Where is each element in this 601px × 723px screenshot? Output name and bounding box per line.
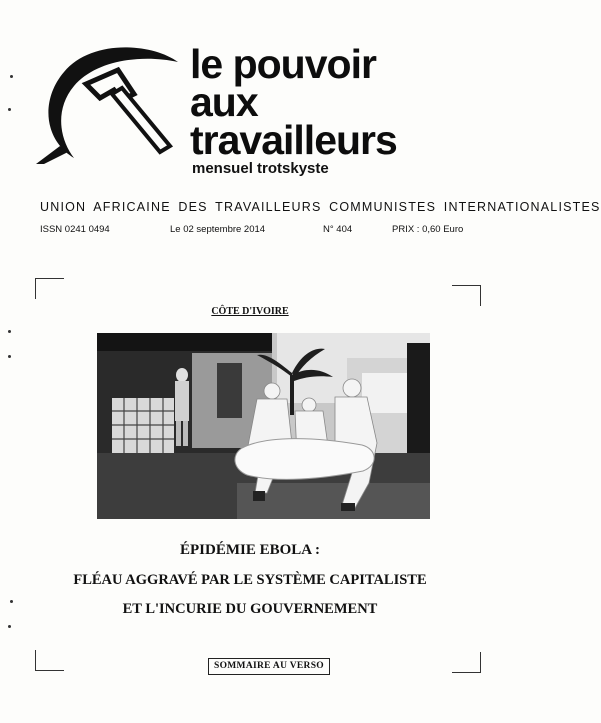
article-subhead-1: FLÉAU AGGRAVÉ PAR LE SYSTÈME CAPITALISTE xyxy=(73,572,427,588)
issn: ISSN 0241 0494 xyxy=(40,224,110,235)
article-photo xyxy=(97,333,430,519)
issue-price: PRIX : 0,60 Euro xyxy=(392,224,464,235)
crop-mark-top-left xyxy=(35,278,64,299)
masthead-title-line-2: aux xyxy=(190,79,258,125)
masthead-subtitle: mensuel trotskyste xyxy=(192,160,329,177)
issue-date: Le 02 septembre 2014 xyxy=(170,224,266,235)
crop-mark-bottom-left xyxy=(35,650,64,671)
organization-name: UNION AFRICAINE DES TRAVAILLEURS COMMUNISTES INTERNATIONALISTES xyxy=(40,200,601,214)
masthead-title-line-1: le pouvoir xyxy=(190,41,376,87)
issue-number: N° 404 xyxy=(323,224,353,235)
scan-dot xyxy=(8,108,11,111)
scan-dot xyxy=(8,330,11,333)
scan-dot xyxy=(8,625,11,628)
crop-mark-bottom-right xyxy=(452,652,481,673)
hammer-and-sickle-icon xyxy=(30,40,190,165)
masthead-title-line-3: travailleurs xyxy=(190,117,397,163)
contents-box: SOMMAIRE AU VERSO xyxy=(208,658,330,675)
article-kicker: CÔTE D'IVOIRE xyxy=(211,306,289,317)
scan-dot xyxy=(8,355,11,358)
article-subhead-2: ET L'INCURIE DU GOUVERNEMENT xyxy=(122,601,378,617)
scan-dot xyxy=(10,75,13,78)
article-headline: ÉPIDÉMIE EBOLA : xyxy=(179,542,321,558)
crop-mark-top-right xyxy=(452,285,481,306)
